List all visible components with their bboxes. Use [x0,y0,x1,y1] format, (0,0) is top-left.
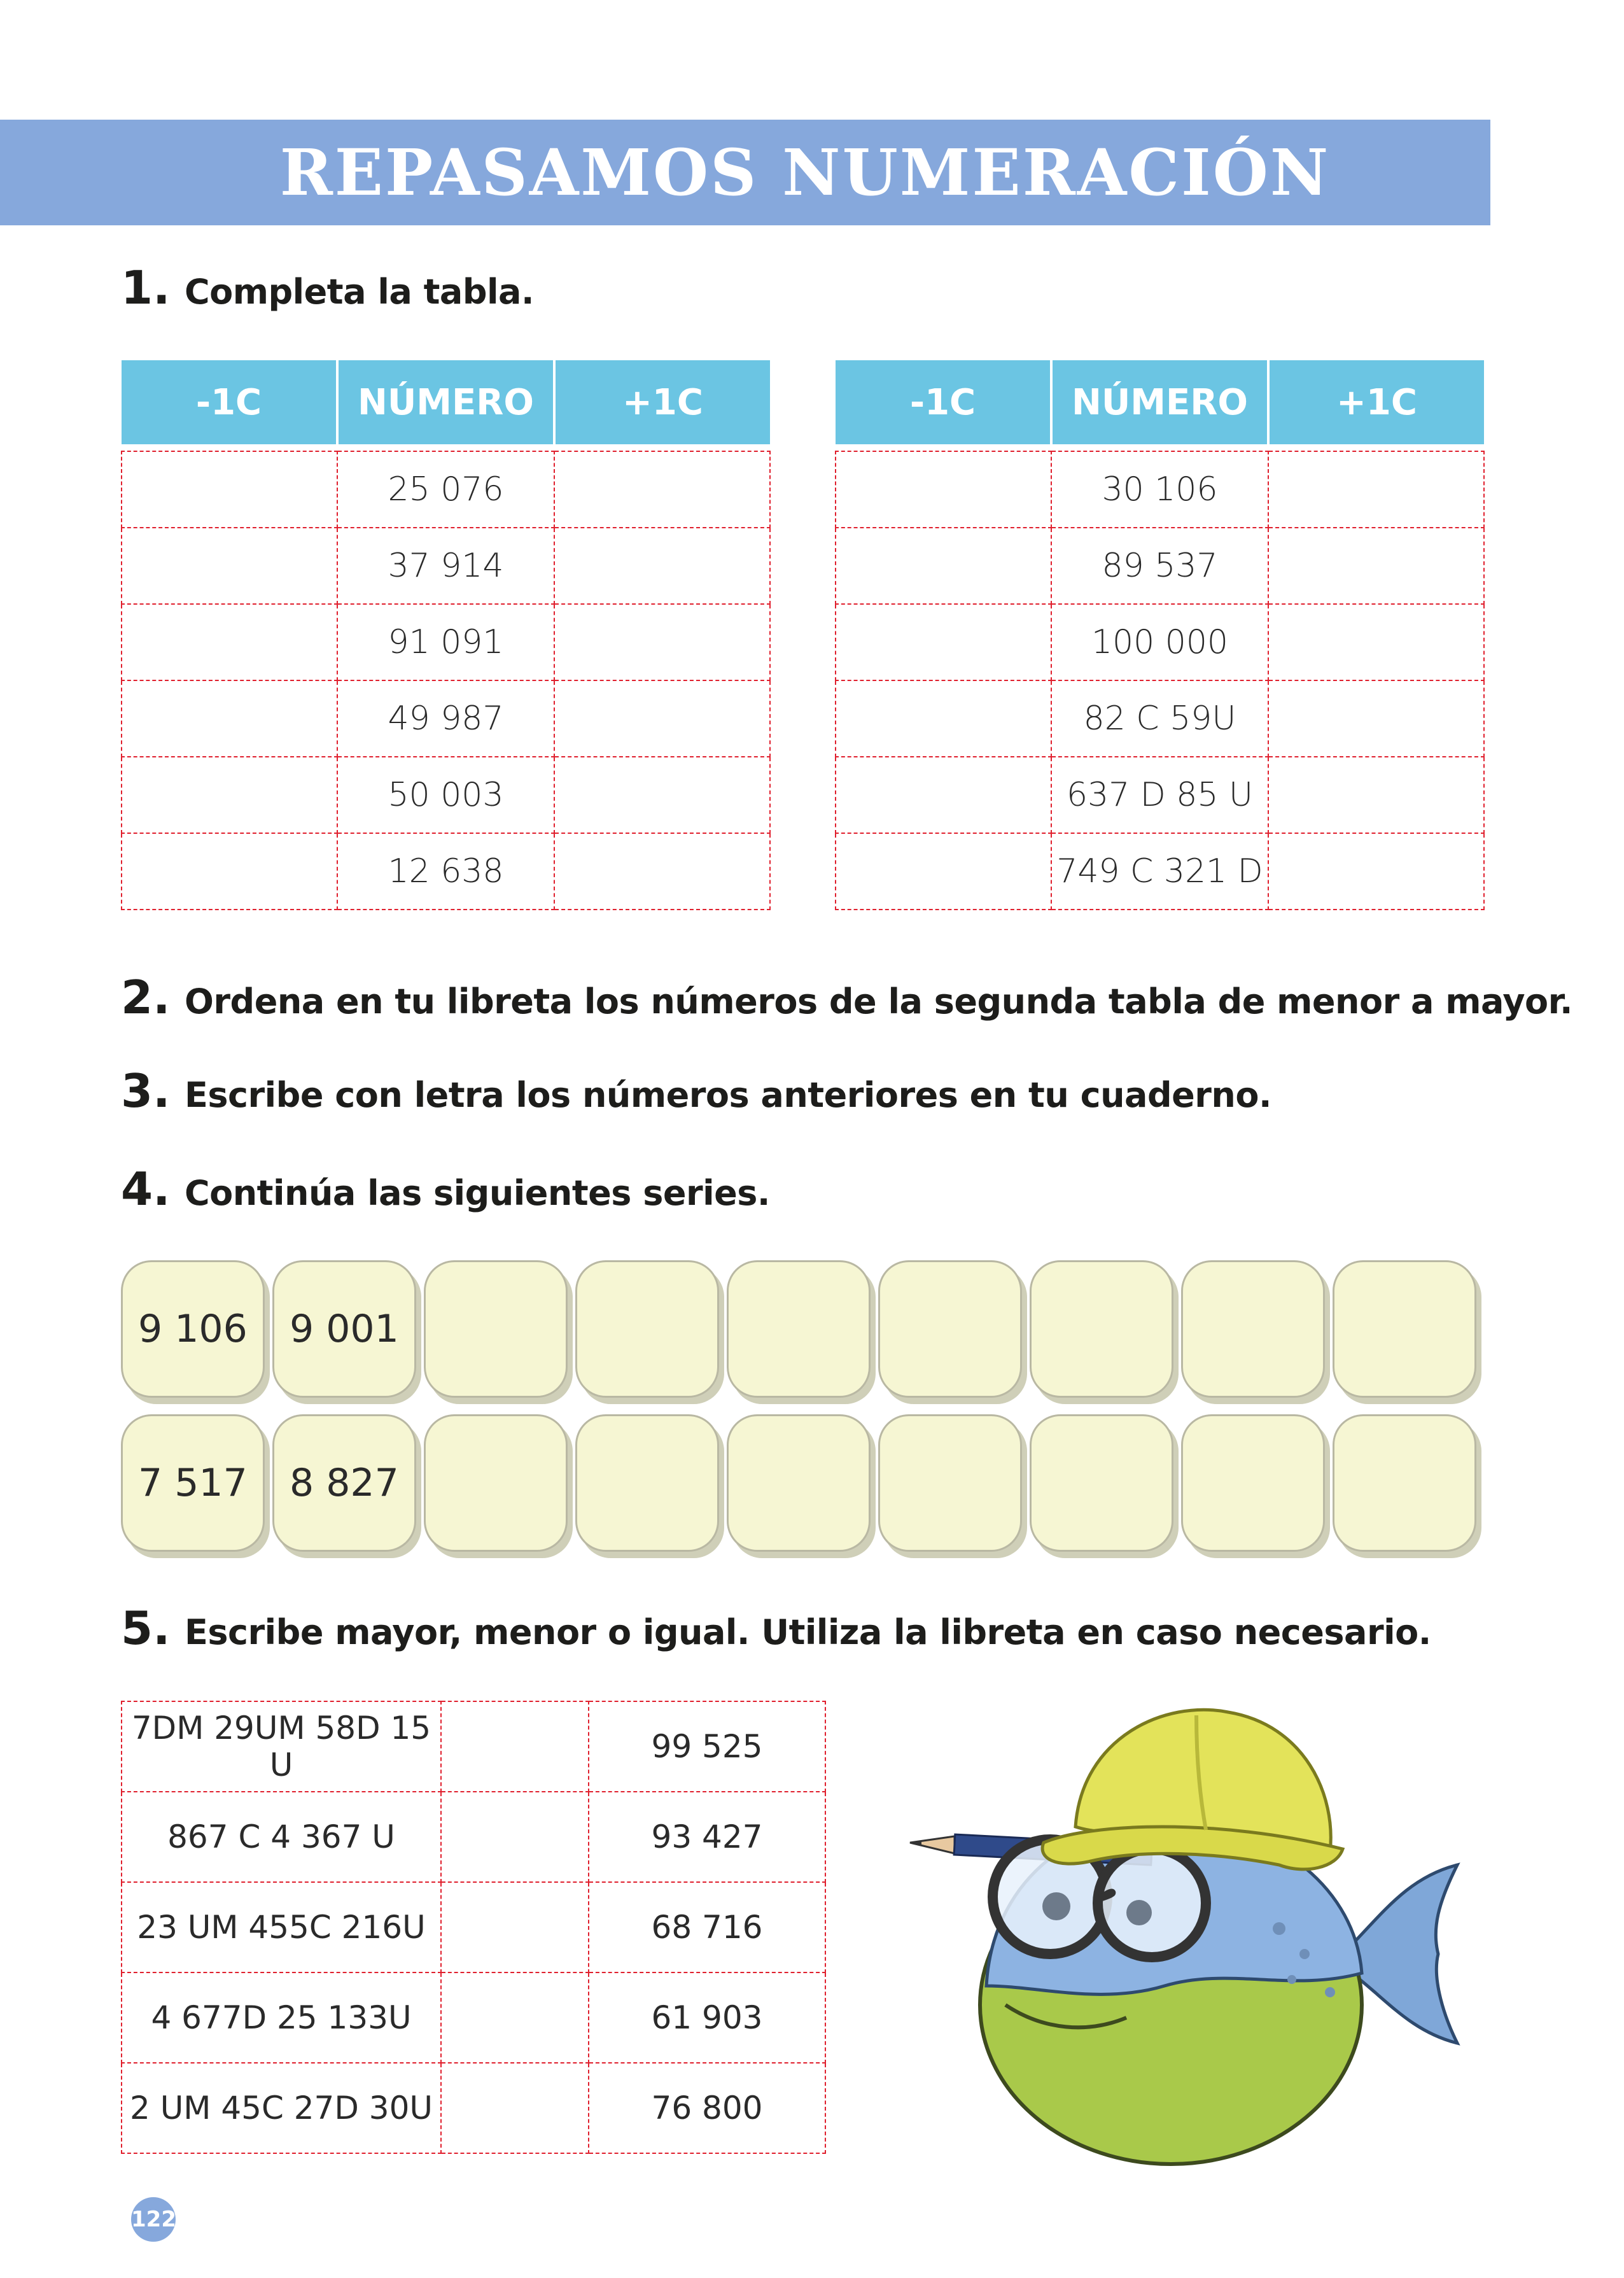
answer-cell[interactable] [836,528,1051,604]
answer-cell[interactable] [836,757,1051,833]
series-box-blank[interactable] [1030,1260,1173,1398]
series-box-blank[interactable] [1181,1414,1325,1552]
number-cell: 12 638 [337,833,554,910]
series-box-blank[interactable] [878,1414,1022,1552]
answer-cell[interactable] [1268,604,1484,680]
compare-left: 2 UM 45C 27D 30U [122,2063,441,2153]
series-box-blank[interactable] [727,1260,871,1398]
page-number-badge: 122 [131,2197,176,2242]
number-table-right [835,360,1485,910]
table-row [122,1792,825,1882]
table-row [836,680,1484,757]
compare-answer-cell[interactable] [441,1701,589,1792]
answer-cell[interactable] [836,604,1051,680]
answer-cell[interactable] [1268,833,1484,910]
compare-answer-cell[interactable] [441,1792,589,1882]
exercise-5 [121,1601,1431,1655]
series-box: 9 001 [272,1260,416,1398]
series-box-blank[interactable] [1030,1414,1173,1552]
table-row [122,604,770,680]
number-cell: 82 C 59U [1051,680,1268,757]
number-cell: 49 987 [337,680,554,757]
header-minus-1c: -1C [122,360,337,444]
answer-cell[interactable] [836,451,1051,528]
number-cell: 749 C 321 D [1051,833,1268,910]
series-box-blank[interactable] [878,1260,1022,1398]
series-box: 7 517 [121,1414,265,1552]
answer-cell[interactable] [554,680,770,757]
table-row [122,451,770,528]
title-banner [0,120,1490,225]
table-row [122,1882,825,1972]
series-box-blank[interactable] [1333,1414,1476,1552]
answer-cell[interactable] [122,757,337,833]
number-cell: 37 914 [337,528,554,604]
answer-cell[interactable] [122,680,337,757]
table-row [836,528,1484,604]
table-row [122,528,770,604]
table-row [836,757,1484,833]
table-row [836,604,1484,680]
series-box-blank[interactable] [424,1414,568,1552]
number-cell: 91 091 [337,604,554,680]
table-row [122,680,770,757]
answer-cell[interactable] [836,680,1051,757]
table-row [122,833,770,910]
series-box-blank[interactable] [575,1414,719,1552]
series-box-blank[interactable] [1333,1260,1476,1398]
answer-cell[interactable] [554,604,770,680]
exercise-number: 1. [121,261,171,314]
series-box-blank[interactable] [1181,1260,1325,1398]
header-minus-1c: -1C [836,360,1051,444]
compare-right: 93 427 [589,1792,825,1882]
series-box: 8 827 [272,1414,416,1552]
compare-left: 7DM 29UM 58D 15 U [122,1701,441,1792]
series-box-blank[interactable] [727,1414,871,1552]
number-cell: 89 537 [1051,528,1268,604]
header-plus-1c: +1C [554,360,770,444]
table-row [122,757,770,833]
series-box: 9 106 [121,1260,265,1398]
number-cell: 50 003 [337,757,554,833]
series-row-2 [121,1414,1484,1552]
answer-cell[interactable] [1268,528,1484,604]
compare-right: 68 716 [589,1882,825,1972]
answer-cell[interactable] [836,833,1051,910]
answer-cell[interactable] [1268,680,1484,757]
exercise-2 [121,971,1572,1024]
series-row-1 [121,1260,1484,1398]
table-row [122,1972,825,2063]
series-box-blank[interactable] [575,1260,719,1398]
answer-cell[interactable] [554,528,770,604]
exercise-1 [121,261,534,314]
series-box-blank[interactable] [424,1260,568,1398]
exercise-number: 3. [121,1064,171,1118]
header-plus-1c: +1C [1268,360,1484,444]
number-cell: 30 106 [1051,451,1268,528]
answer-cell[interactable] [1268,757,1484,833]
header-numero: NÚMERO [1051,360,1268,444]
answer-cell[interactable] [122,451,337,528]
number-cell: 100 000 [1051,604,1268,680]
answer-cell[interactable] [122,833,337,910]
number-cell: 637 D 85 U [1051,757,1268,833]
answer-cell[interactable] [554,451,770,528]
exercise-number: 4. [121,1162,171,1216]
compare-left: 867 C 4 367 U [122,1792,441,1882]
answer-cell[interactable] [554,833,770,910]
exercise-instruction: Continúa las siguientes series. [185,1173,770,1213]
exercise-instruction: Escribe con letra los números anteriores en tu cuaderno. [185,1075,1271,1115]
compare-table [121,1701,826,2154]
exercise-4 [121,1162,770,1216]
compare-right: 61 903 [589,1972,825,2063]
compare-answer-cell[interactable] [441,1882,589,1972]
page-title: REPASAMOS NUMERACIÓN [279,135,1331,210]
answer-cell[interactable] [122,604,337,680]
table-row [836,451,1484,528]
compare-right: 99 525 [589,1701,825,1792]
exercise-instruction: Ordena en tu libreta los números de la segunda tabla de menor a mayor. [185,981,1573,1022]
table-row [836,833,1484,910]
fish-mascot-illustration [897,1687,1470,2196]
compare-left: 23 UM 455C 216U [122,1882,441,1972]
answer-cell[interactable] [554,757,770,833]
exercise-number: 5. [121,1601,171,1655]
exercise-instruction: Escribe mayor, menor o igual. Utiliza la libreta en caso necesario. [185,1612,1431,1652]
exercise-3 [121,1064,1271,1118]
compare-answer-cell[interactable] [441,1972,589,2063]
answer-cell[interactable] [1268,451,1484,528]
number-cell: 25 076 [337,451,554,528]
answer-cell[interactable] [122,528,337,604]
compare-left: 4 677D 25 133U [122,1972,441,2063]
exercise-instruction: Completa la tabla. [185,272,534,312]
table-row [122,1701,825,1792]
number-table-left [121,360,771,910]
exercise-number: 2. [121,971,171,1024]
compare-right: 76 800 [589,2063,825,2153]
table-row [122,2063,825,2153]
header-numero: NÚMERO [337,360,554,444]
compare-answer-cell[interactable] [441,2063,589,2153]
